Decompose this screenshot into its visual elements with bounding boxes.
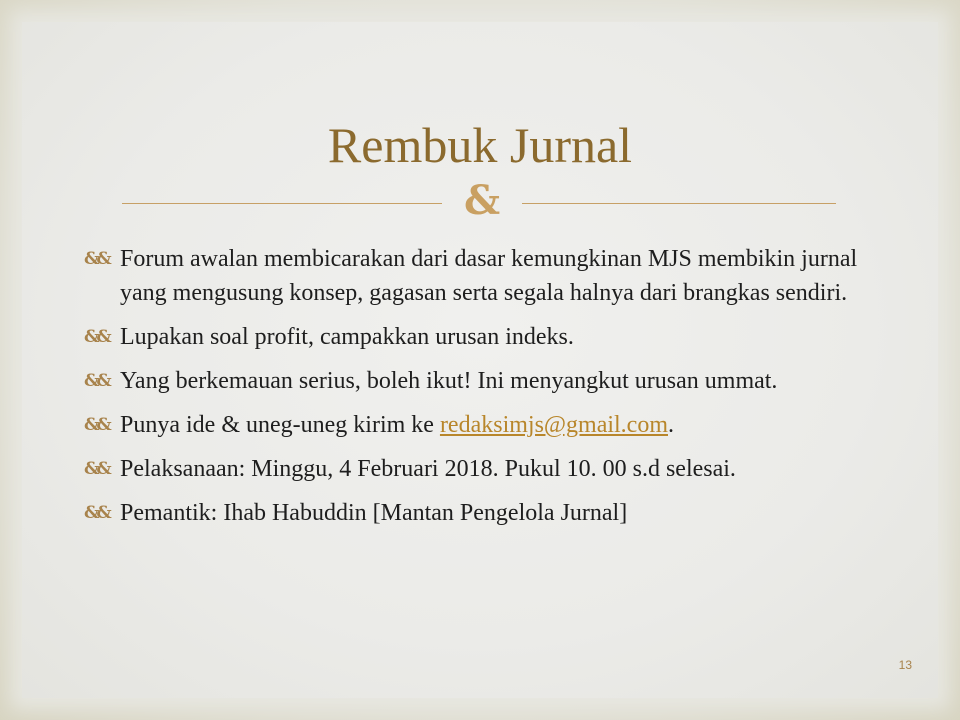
bullet-item (80, 320, 880, 354)
bullet-item (80, 452, 880, 486)
page-number: 13 (898, 658, 912, 672)
bullet-item (80, 364, 880, 398)
fleuron-ornament-icon: & (463, 177, 501, 224)
bullet-list (80, 242, 880, 540)
fleuron-bullet-icon: && (84, 249, 109, 269)
fleuron-bullet-icon: && (84, 459, 109, 479)
slide-title: Rembuk Jurnal (327, 117, 633, 173)
bullet-text: Pemantik: Ihab Habuddin [Mantan Pengelola Jurnal] (120, 500, 628, 526)
bullet-item (80, 408, 880, 442)
fleuron-bullet-icon: && (84, 503, 109, 523)
bullet-text-suffix: . (668, 412, 674, 438)
bullet-text: Forum awalan membicarakan dari dasar kemungkinan MJS membikin jurnal yang mengusung konsep, gagasan serta segala halnya dari brangkas sendiri. (120, 246, 858, 306)
fleuron-bullet-icon: && (84, 327, 109, 347)
bullet-text-prefix: Punya ide & uneg-uneg kirim ke (120, 412, 440, 438)
bullet-text: Yang berkemauan serius, boleh ikut! Ini menyangkut urusan ummat. (120, 368, 778, 394)
title-divider-right (522, 203, 836, 204)
title-divider-left (122, 203, 442, 204)
email-link[interactable]: redaksimjs@gmail.com (439, 412, 668, 438)
bullet-item (80, 496, 880, 530)
bullet-item (80, 242, 880, 310)
bullet-text: Lupakan soal profit, campakkan urusan indeks. (120, 324, 574, 350)
fleuron-bullet-icon: && (84, 371, 109, 391)
fleuron-bullet-icon: && (84, 415, 109, 435)
bullet-text: Pelaksanaan: Minggu, 4 Februari 2018. Pukul 10. 00 s.d selesai. (120, 456, 736, 482)
